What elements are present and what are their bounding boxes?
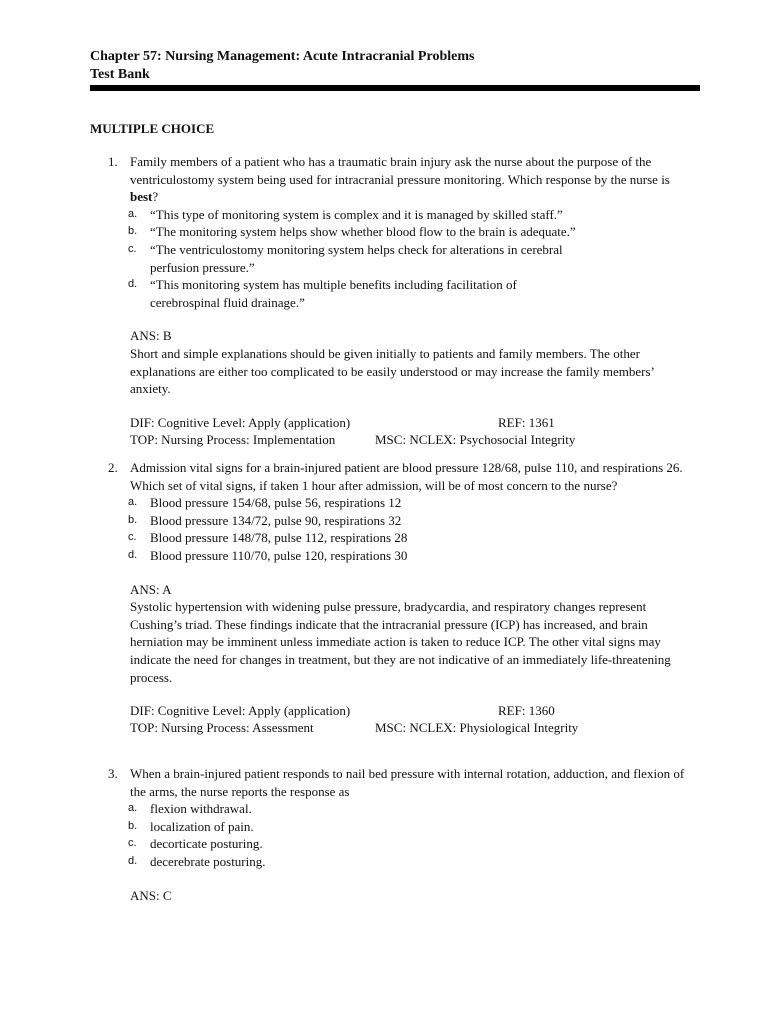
topic: TOP: Nursing Process: Implementation — [130, 431, 336, 447]
option-a — [130, 494, 700, 512]
option-text: Blood pressure 154/68, pulse 56, respirations 12 — [150, 495, 402, 511]
question-stem: Admission vital signs for a brain-injured patient are blood pressure 128/68, pulse 110, and respirations 26. Which set of vital signs, if taken 1 hour after admission, will be of most concern to the nurse? — [130, 460, 683, 493]
option-text: “This type of monitoring system is complex and it is managed by skilled staff.” — [150, 206, 563, 222]
question-2 — [108, 459, 700, 738]
option-letter: d. — [128, 854, 138, 867]
option-letter: b. — [128, 819, 138, 832]
option-d — [130, 853, 700, 871]
category: MSC: NCLEX: Psychosocial Integrity — [375, 431, 576, 447]
option-d — [130, 547, 700, 565]
answer-key: ANS: B — [130, 328, 172, 344]
option-c — [130, 241, 610, 276]
option-c — [130, 529, 700, 547]
difficulty: DIF: Cognitive Level: Apply (application) — [130, 414, 351, 430]
option-text: “The ventriculostomy monitoring system helps check for alterations in cerebral perfusion pressure.” — [150, 241, 563, 275]
option-letter: b. — [128, 225, 138, 238]
option-letter: a. — [128, 496, 138, 509]
difficulty: DIF: Cognitive Level: Apply (application) — [130, 703, 351, 719]
answer-key: ANS: A — [130, 581, 172, 597]
option-letter: c. — [128, 531, 137, 544]
question-1 — [108, 153, 700, 450]
option-letter: a. — [128, 802, 138, 815]
option-text: flexion withdrawal. — [150, 801, 252, 817]
option-b — [130, 818, 700, 836]
question-metadata — [130, 702, 690, 738]
question-3 — [108, 765, 700, 904]
option-text: decorticate posturing. — [150, 836, 263, 852]
question-stem: Family members of a patient who has a traumatic brain injury ask the nurse about the purpose of the ventriculostomy system being used for intracranial pressure monitoring. Which response by the nurse is best? — [130, 154, 670, 205]
topic: TOP: Nursing Process: Assessment — [130, 720, 314, 736]
option-letter: c. — [128, 242, 137, 255]
answer-key: ANS: C — [130, 887, 172, 903]
option-text: decerebrate posturing. — [150, 853, 266, 869]
page-reference: REF: 1361 — [498, 414, 555, 430]
option-text: localization of pain. — [150, 818, 254, 834]
question-number: 2. — [108, 460, 118, 475]
option-c — [130, 835, 700, 853]
question-number: 3. — [108, 766, 118, 781]
option-letter: b. — [128, 513, 138, 526]
option-text: Blood pressure 148/78, pulse 112, respirations 28 — [150, 530, 408, 546]
option-letter: a. — [128, 207, 138, 220]
rationale: Systolic hypertension with widening pulse pressure, bradycardia, and respiratory changes represent Cushing’s triad. These findings indicate that the intracranial pressure (ICP) has increased, and brain herniation may be imminent unless immediate action is taken to reduce ICP. The other vital signs may indicate the need for changes in treatment, but they are not indicative of an immediately life-threatening process. — [130, 599, 671, 685]
option-letter: d. — [128, 548, 138, 561]
option-text: “The monitoring system helps show whether blood flow to the brain is adequate.” — [150, 224, 576, 240]
category: MSC: NCLEX: Physiological Integrity — [375, 720, 579, 736]
option-text: Blood pressure 110/70, pulse 120, respirations 30 — [150, 547, 408, 563]
chapter-title: Chapter 57: Nursing Management: Acute Intracranial Problems — [90, 49, 475, 64]
option-text: Blood pressure 134/72, pulse 90, respirations 32 — [150, 512, 402, 528]
option-d — [130, 276, 590, 311]
option-letter: d. — [128, 278, 138, 291]
emphasis-text: best — [130, 189, 153, 205]
rationale: Short and simple explanations should be given initially to patients and family members. The other explanations are either too complicated to be easily understood or may increase the family members’ anxiety. — [130, 345, 654, 397]
header-rule — [90, 85, 700, 91]
option-b — [130, 223, 700, 241]
option-a — [130, 800, 700, 818]
document-subtitle: Test Bank — [90, 67, 150, 82]
question-metadata — [130, 414, 690, 450]
option-text: “This monitoring system has multiple benefits including facilitation of cerebrospinal fluid drainage.” — [150, 277, 517, 310]
option-a — [130, 206, 700, 224]
option-b — [130, 512, 700, 530]
page-reference: REF: 1360 — [498, 703, 555, 719]
question-stem: When a brain-injured patient responds to nail bed pressure with internal rotation, adduction, and flexion of the arms, the nurse reports the response as — [130, 766, 685, 799]
option-letter: c. — [128, 837, 137, 850]
section-heading: MULTIPLE CHOICE — [90, 121, 215, 136]
question-number: 1. — [108, 154, 118, 169]
